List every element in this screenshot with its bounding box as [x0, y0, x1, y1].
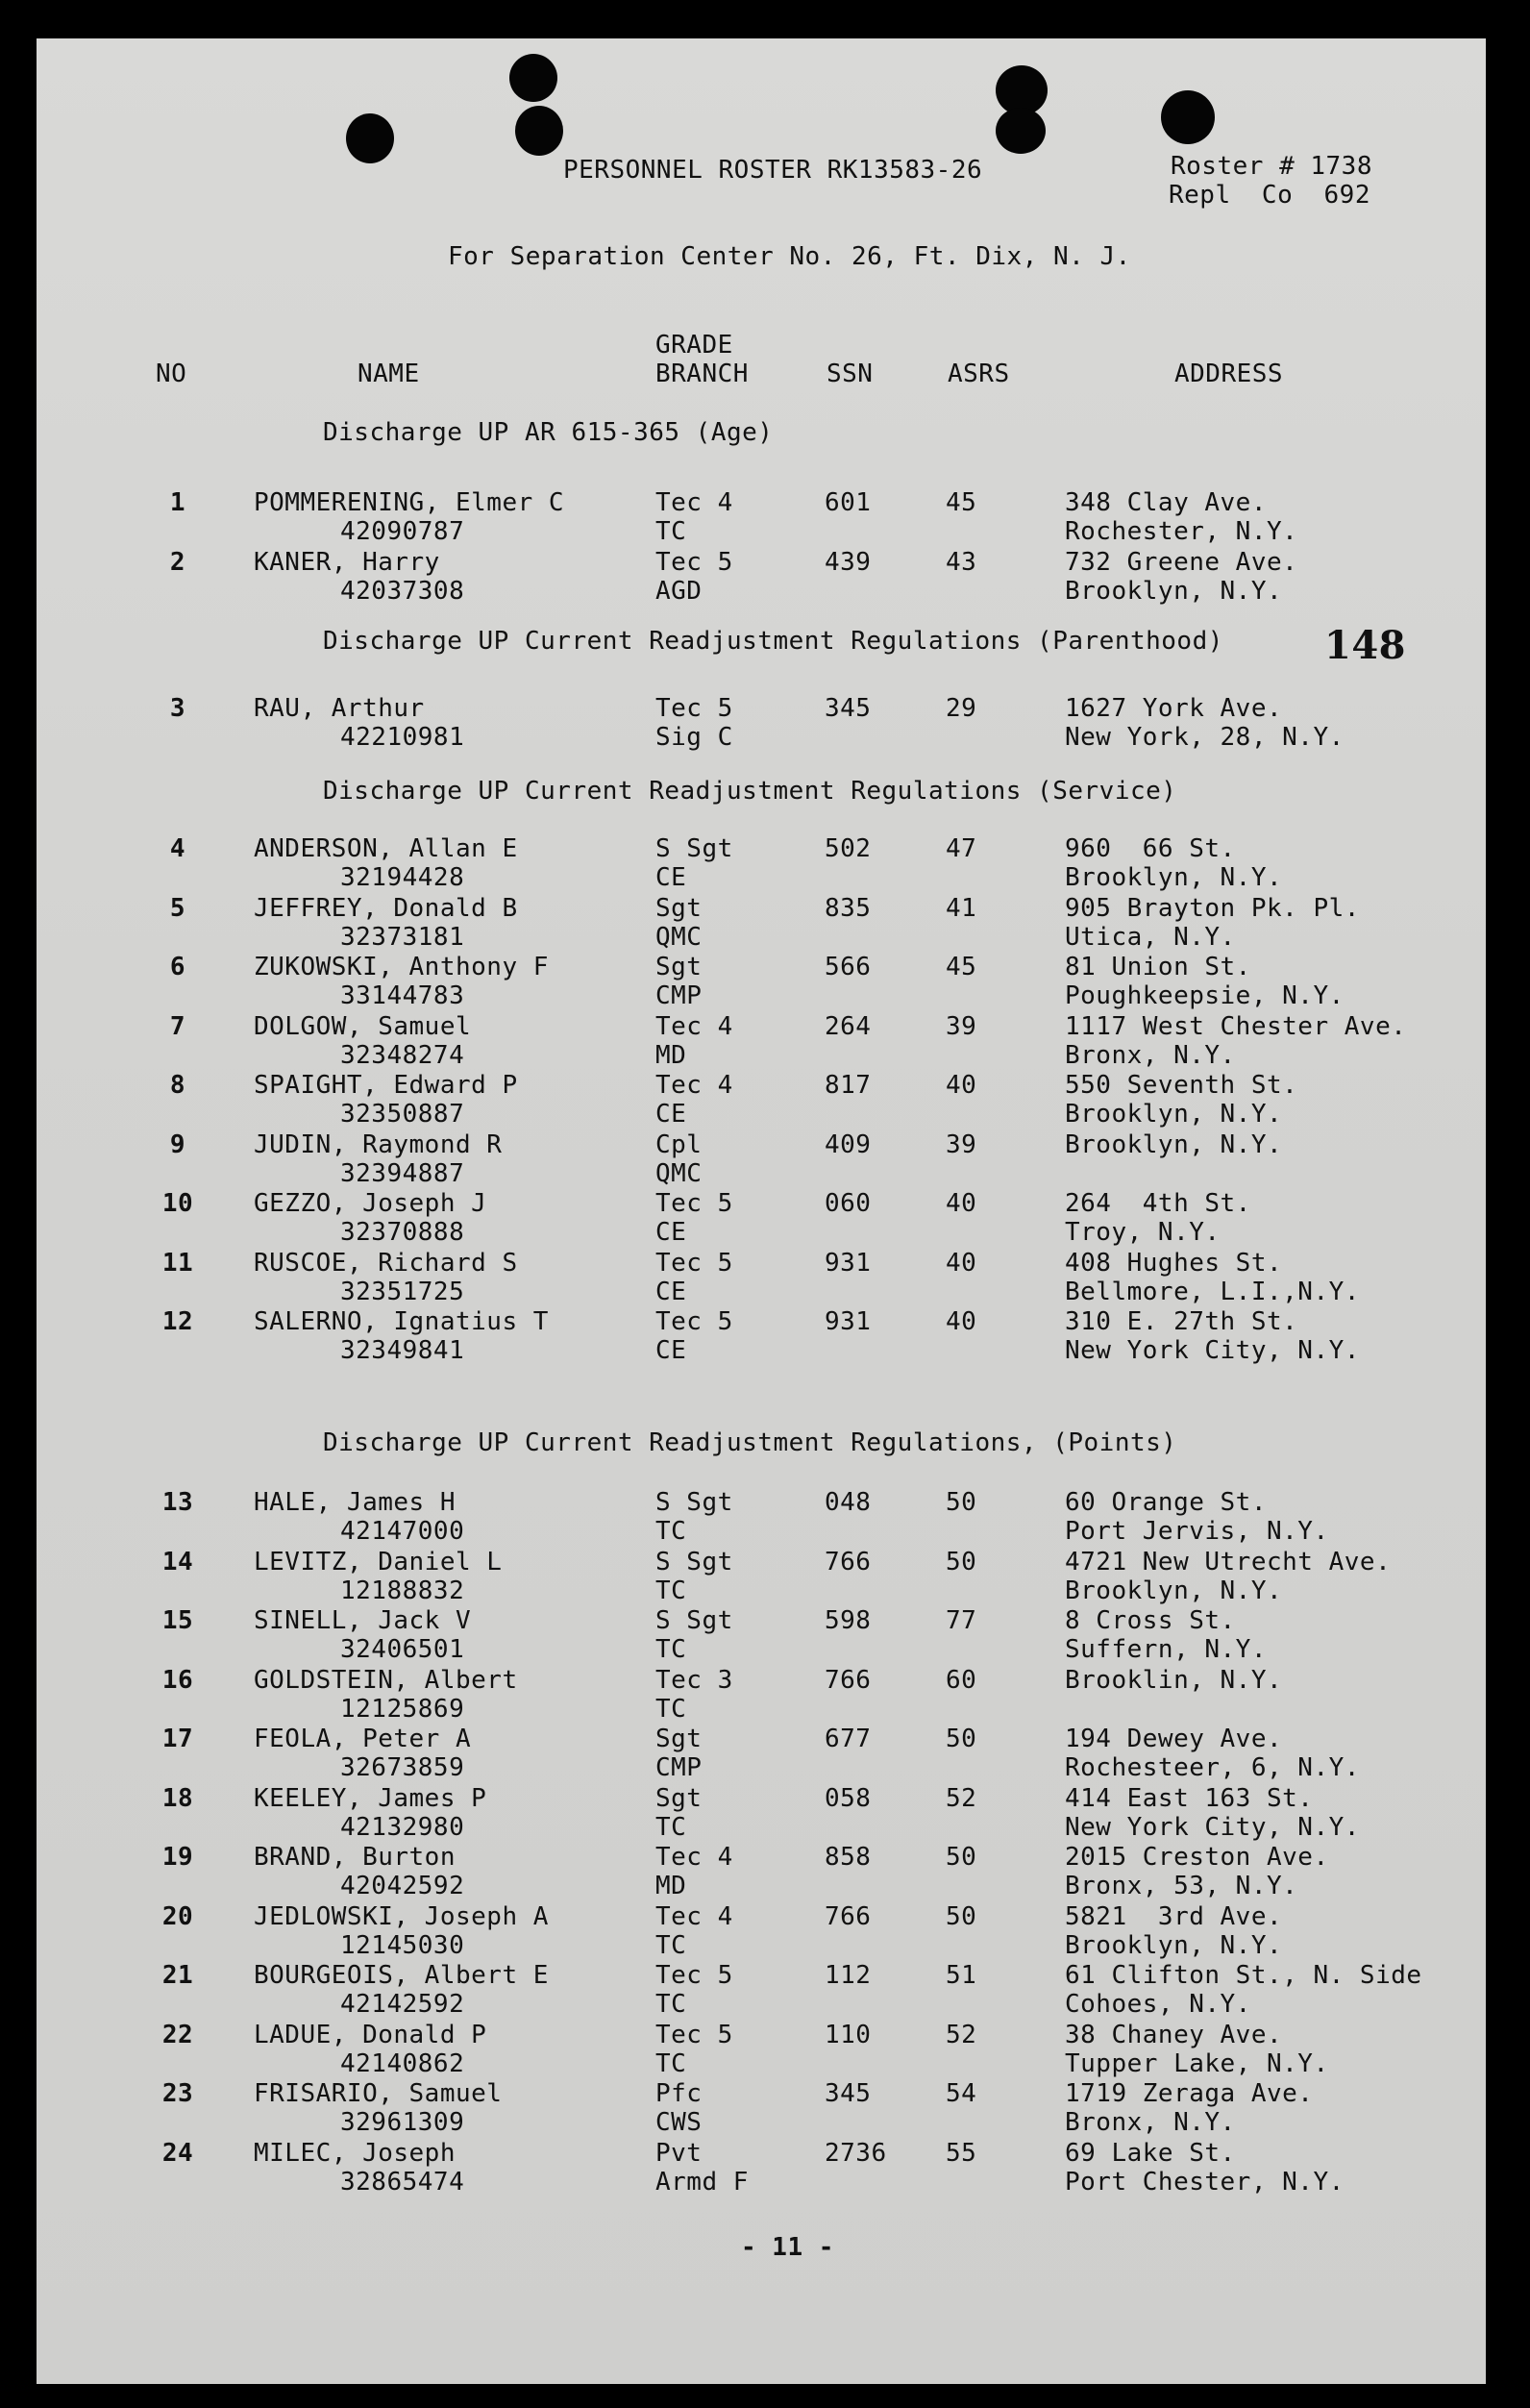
asrs-score: 50 [946, 1843, 977, 1872]
branch: CE [655, 1100, 687, 1129]
row-number: 24 [161, 2138, 194, 2168]
ssn: 766 [825, 1901, 872, 1931]
address-line-2: Brooklyn, N.Y. [1065, 1576, 1283, 1605]
grade: Tec 5 [655, 1307, 733, 1336]
row-number: 15 [161, 1606, 194, 1635]
person-name: JEDLOWSKI, Joseph A [254, 1901, 549, 1931]
ssn: 060 [825, 1189, 872, 1218]
serial-number: 32406501 [340, 1635, 465, 1664]
address-line-1: 81 Union St. [1065, 953, 1251, 981]
grade: Cpl [655, 1130, 703, 1159]
grade: Tec 4 [655, 488, 733, 517]
person-name: ZUKOWSKI, Anthony F [254, 953, 549, 981]
roster-number: Roster # 1738 [1171, 152, 1372, 181]
branch: AGD [655, 576, 703, 606]
punch-hole [1161, 90, 1215, 144]
grade: Tec 4 [655, 1901, 733, 1931]
branch: MD [655, 1040, 687, 1070]
row-number: 5 [169, 893, 186, 923]
grade: Tec 5 [655, 1961, 733, 1990]
person-name: GEZZO, Joseph J [254, 1189, 487, 1218]
branch: Sig C [655, 723, 733, 752]
asrs-score: 50 [946, 1547, 977, 1576]
grade: Tec 5 [655, 547, 733, 577]
row-number: 8 [169, 1071, 186, 1100]
ssn: 598 [825, 1606, 872, 1635]
address-line-2: New York, 28, N.Y. [1065, 723, 1345, 752]
branch: CMP [655, 981, 703, 1010]
serial-number: 32370888 [340, 1218, 465, 1247]
asrs-score: 50 [946, 1488, 977, 1517]
grade: Tec 4 [655, 1843, 733, 1872]
address-line-1: 69 Lake St. [1065, 2138, 1236, 2168]
person-name: POMMERENING, Elmer C [254, 488, 565, 517]
serial-number: 42042592 [340, 1872, 465, 1900]
ssn: 048 [825, 1488, 872, 1517]
grade: Sgt [655, 1725, 703, 1753]
row-number: 19 [161, 1843, 194, 1872]
branch: CE [655, 863, 687, 892]
asrs-score: 41 [946, 893, 977, 923]
address-line-1: 38 Chaney Ave. [1065, 2020, 1283, 2049]
grade: Pfc [655, 2079, 703, 2108]
address-line-1: 550 Seventh St. [1065, 1071, 1298, 1100]
row-number: 13 [161, 1488, 194, 1517]
roster-title: PERSONNEL ROSTER RK13583-26 [563, 156, 983, 185]
branch: TC [655, 1517, 687, 1546]
row-number: 22 [161, 2020, 194, 2049]
address-line-2: Poughkeepsie, N.Y. [1065, 981, 1345, 1010]
grade: Tec 5 [655, 2020, 733, 2049]
ssn: 601 [825, 488, 872, 517]
grade: S Sgt [655, 834, 733, 863]
row-number: 7 [169, 1011, 186, 1041]
branch: CE [655, 1336, 687, 1365]
address-line-2: Bronx, 53, N.Y. [1065, 1872, 1298, 1900]
row-number: 10 [161, 1189, 194, 1218]
serial-number: 42132980 [340, 1812, 465, 1842]
row-number: 3 [169, 694, 186, 723]
branch: CMP [655, 1753, 703, 1782]
asrs-score: 45 [946, 953, 977, 981]
person-name: LEVITZ, Daniel L [254, 1547, 503, 1576]
ssn: 409 [825, 1130, 872, 1159]
address-line-2: Bronx, N.Y. [1065, 1040, 1236, 1070]
ssn: 2736 [825, 2138, 887, 2168]
ssn: 931 [825, 1307, 872, 1336]
ssn: 858 [825, 1843, 872, 1872]
asrs-score: 40 [946, 1071, 977, 1100]
serial-number: 33144783 [340, 981, 465, 1010]
col-header-grade: GRADE [655, 331, 733, 360]
serial-number: 12145030 [340, 1930, 465, 1960]
col-header-branch: BRANCH [655, 360, 749, 388]
ssn: 931 [825, 1248, 872, 1278]
address-line-1: 1719 Zeraga Ave. [1065, 2079, 1314, 2108]
roster-page [37, 38, 1486, 2384]
person-name: KANER, Harry [254, 547, 440, 577]
replacement-company: Repl Co 692 [1169, 181, 1370, 210]
address-line-1: 194 Dewey Ave. [1065, 1725, 1283, 1753]
address-line-1: 8 Cross St. [1065, 1606, 1236, 1635]
row-number: 4 [169, 834, 186, 863]
address-line-1: Brooklyn, N.Y. [1065, 1130, 1283, 1159]
row-number: 23 [161, 2079, 194, 2108]
address-line-2: Brooklyn, N.Y. [1065, 1100, 1283, 1129]
branch: Armd F [655, 2167, 749, 2197]
serial-number: 32351725 [340, 1277, 465, 1306]
person-name: JUDIN, Raymond R [254, 1130, 503, 1159]
ssn: 677 [825, 1725, 872, 1753]
person-name: FEOLA, Peter A [254, 1725, 472, 1753]
address-line-1: 732 Greene Ave. [1065, 547, 1298, 577]
person-name: RAU, Arthur [254, 694, 425, 723]
address-line-1: 1117 West Chester Ave. [1065, 1011, 1407, 1041]
grade: Sgt [655, 1783, 703, 1813]
person-name: SINELL, Jack V [254, 1606, 472, 1635]
col-header-ssn: SSN [827, 360, 874, 388]
branch: CE [655, 1277, 687, 1306]
person-name: MILEC, Joseph [254, 2138, 456, 2168]
serial-number: 32961309 [340, 2108, 465, 2137]
col-header-name: NAME [358, 360, 420, 388]
grade: S Sgt [655, 1606, 733, 1635]
row-number: 11 [161, 1248, 194, 1278]
row-number: 9 [169, 1130, 186, 1159]
asrs-score: 40 [946, 1189, 977, 1218]
ssn: 766 [825, 1665, 872, 1695]
row-number: 21 [161, 1961, 194, 1990]
ssn: 110 [825, 2020, 872, 2049]
ssn: 502 [825, 834, 872, 863]
handwritten-page-stamp: 148 [1324, 623, 1406, 668]
row-number: 1 [169, 488, 186, 517]
asrs-score: 39 [946, 1011, 977, 1041]
address-line-1: 264 4th St. [1065, 1189, 1251, 1218]
serial-number: 42090787 [340, 517, 465, 546]
section-title: Discharge UP Current Readjustment Regulations (Parenthood) [323, 627, 1223, 656]
branch: TC [655, 1812, 687, 1842]
punch-hole [509, 54, 557, 102]
address-line-2: New York City, N.Y. [1065, 1336, 1360, 1365]
grade: Sgt [655, 893, 703, 923]
address-line-2: Bellmore, L.I.,N.Y. [1065, 1277, 1360, 1306]
row-number: 18 [161, 1783, 194, 1813]
address-line-1: 414 East 163 St. [1065, 1783, 1314, 1813]
grade: Sgt [655, 953, 703, 981]
grade: Tec 5 [655, 1189, 733, 1218]
asrs-score: 50 [946, 1725, 977, 1753]
punch-hole [996, 108, 1046, 154]
address-line-1: 5821 3rd Ave. [1065, 1901, 1283, 1931]
person-name: SPAIGHT, Edward P [254, 1071, 518, 1100]
grade: Tec 4 [655, 1011, 733, 1041]
serial-number: 12125869 [340, 1694, 465, 1724]
address-line-2: Tupper Lake, N.Y. [1065, 2048, 1329, 2078]
serial-number: 42140862 [340, 2048, 465, 2078]
row-number: 6 [169, 953, 186, 981]
serial-number: 42210981 [340, 723, 465, 752]
asrs-score: 77 [946, 1606, 977, 1635]
row-number: 17 [161, 1725, 194, 1753]
ssn: 345 [825, 2079, 872, 2108]
asrs-score: 55 [946, 2138, 977, 2168]
address-line-2: Brooklyn, N.Y. [1065, 863, 1283, 892]
branch: TC [655, 1576, 687, 1605]
person-name: BRAND, Burton [254, 1843, 456, 1872]
serial-number: 32865474 [340, 2167, 465, 2197]
person-name: HALE, James H [254, 1488, 456, 1517]
section-title: Discharge UP Current Readjustment Regulations (Service) [323, 777, 1177, 806]
serial-number: 12188832 [340, 1576, 465, 1605]
asrs-score: 51 [946, 1961, 977, 1990]
grade: Tec 4 [655, 1071, 733, 1100]
person-name: JEFFREY, Donald B [254, 893, 518, 923]
serial-number: 42037308 [340, 576, 465, 606]
address-line-2: Troy, N.Y. [1065, 1218, 1221, 1247]
asrs-score: 60 [946, 1665, 977, 1695]
branch: TC [655, 2048, 687, 2078]
col-header-address: ADDRESS [1174, 360, 1284, 388]
address-line-2: New York City, N.Y. [1065, 1812, 1360, 1842]
address-line-1: 348 Clay Ave. [1065, 488, 1267, 517]
address-line-2: Brooklyn, N.Y. [1065, 576, 1283, 606]
ssn: 566 [825, 953, 872, 981]
serial-number: 32194428 [340, 863, 465, 892]
row-number: 2 [169, 547, 186, 577]
branch: TC [655, 1694, 687, 1724]
branch: QMC [655, 922, 703, 952]
address-line-2: Rochesteer, 6, N.Y. [1065, 1753, 1360, 1782]
ssn: 345 [825, 694, 872, 723]
col-header-asrs: ASRS [948, 360, 1010, 388]
punch-hole [346, 113, 394, 163]
grade: Tec 5 [655, 1248, 733, 1278]
ssn: 835 [825, 893, 872, 923]
address-line-2: Rochester, N.Y. [1065, 517, 1298, 546]
serial-number: 32350887 [340, 1100, 465, 1129]
address-line-1: 905 Brayton Pk. Pl. [1065, 893, 1360, 923]
punch-hole [515, 106, 563, 156]
address-line-2: Brooklyn, N.Y. [1065, 1930, 1283, 1960]
asrs-score: 39 [946, 1130, 977, 1159]
asrs-score: 52 [946, 1783, 977, 1813]
row-number: 12 [161, 1307, 194, 1336]
section-title: Discharge UP Current Readjustment Regulations, (Points) [323, 1428, 1177, 1457]
address-line-1: 1627 York Ave. [1065, 694, 1283, 723]
serial-number: 42142592 [340, 1990, 465, 2019]
person-name: BOURGEOIS, Albert E [254, 1961, 549, 1990]
address-line-2: Utica, N.Y. [1065, 922, 1236, 952]
grade: Tec 5 [655, 694, 733, 723]
asrs-score: 43 [946, 547, 977, 577]
branch: TC [655, 1990, 687, 2019]
branch: CE [655, 1218, 687, 1247]
ssn: 766 [825, 1547, 872, 1576]
person-name: ANDERSON, Allan E [254, 834, 518, 863]
address-line-1: 960 66 St. [1065, 834, 1236, 863]
person-name: GOLDSTEIN, Albert [254, 1665, 518, 1695]
serial-number: 32349841 [340, 1336, 465, 1365]
separation-center-subtitle: For Separation Center No. 26, Ft. Dix, N. J. [448, 242, 1131, 271]
serial-number: 32394887 [340, 1158, 465, 1188]
person-name: RUSCOE, Richard S [254, 1248, 518, 1278]
address-line-1: 61 Clifton St., N. Side [1065, 1961, 1422, 1990]
address-line-2: Port Jervis, N.Y. [1065, 1517, 1329, 1546]
person-name: KEELEY, James P [254, 1783, 487, 1813]
grade: S Sgt [655, 1488, 733, 1517]
branch: CWS [655, 2108, 703, 2137]
asrs-score: 29 [946, 694, 977, 723]
address-line-2: Port Chester, N.Y. [1065, 2167, 1345, 2197]
address-line-1: 4721 New Utrecht Ave. [1065, 1547, 1392, 1576]
ssn: 112 [825, 1961, 872, 1990]
asrs-score: 45 [946, 488, 977, 517]
branch: TC [655, 1635, 687, 1664]
asrs-score: 54 [946, 2079, 977, 2108]
address-line-1: 60 Orange St. [1065, 1488, 1267, 1517]
page-number: - 11 - [741, 2233, 834, 2262]
col-header-no: NO [156, 360, 187, 388]
branch: TC [655, 517, 687, 546]
branch: TC [655, 1930, 687, 1960]
serial-number: 42147000 [340, 1517, 465, 1546]
asrs-score: 40 [946, 1307, 977, 1336]
address-line-1: 2015 Creston Ave. [1065, 1843, 1329, 1872]
grade: Tec 3 [655, 1665, 733, 1695]
row-number: 20 [161, 1901, 194, 1931]
person-name: LADUE, Donald P [254, 2020, 487, 2049]
address-line-1: 310 E. 27th St. [1065, 1307, 1298, 1336]
address-line-1: 408 Hughes St. [1065, 1248, 1283, 1278]
serial-number: 32348274 [340, 1040, 465, 1070]
grade: Pvt [655, 2138, 703, 2168]
address-line-1: Brooklin, N.Y. [1065, 1665, 1283, 1695]
serial-number: 32673859 [340, 1753, 465, 1782]
address-line-2: Cohoes, N.Y. [1065, 1990, 1251, 2019]
ssn: 439 [825, 547, 872, 577]
asrs-score: 40 [946, 1248, 977, 1278]
asrs-score: 52 [946, 2020, 977, 2049]
person-name: DOLGOW, Samuel [254, 1011, 472, 1041]
address-line-2: Bronx, N.Y. [1065, 2108, 1236, 2137]
row-number: 14 [161, 1547, 194, 1576]
address-line-2: Suffern, N.Y. [1065, 1635, 1267, 1664]
asrs-score: 50 [946, 1901, 977, 1931]
serial-number: 32373181 [340, 922, 465, 952]
ssn: 817 [825, 1071, 872, 1100]
asrs-score: 47 [946, 834, 977, 863]
person-name: FRISARIO, Samuel [254, 2079, 503, 2108]
grade: S Sgt [655, 1547, 733, 1576]
section-title: Discharge UP AR 615-365 (Age) [323, 418, 774, 447]
branch: MD [655, 1872, 687, 1900]
ssn: 058 [825, 1783, 872, 1813]
ssn: 264 [825, 1011, 872, 1041]
branch: QMC [655, 1158, 703, 1188]
person-name: SALERNO, Ignatius T [254, 1307, 549, 1336]
row-number: 16 [161, 1665, 194, 1695]
